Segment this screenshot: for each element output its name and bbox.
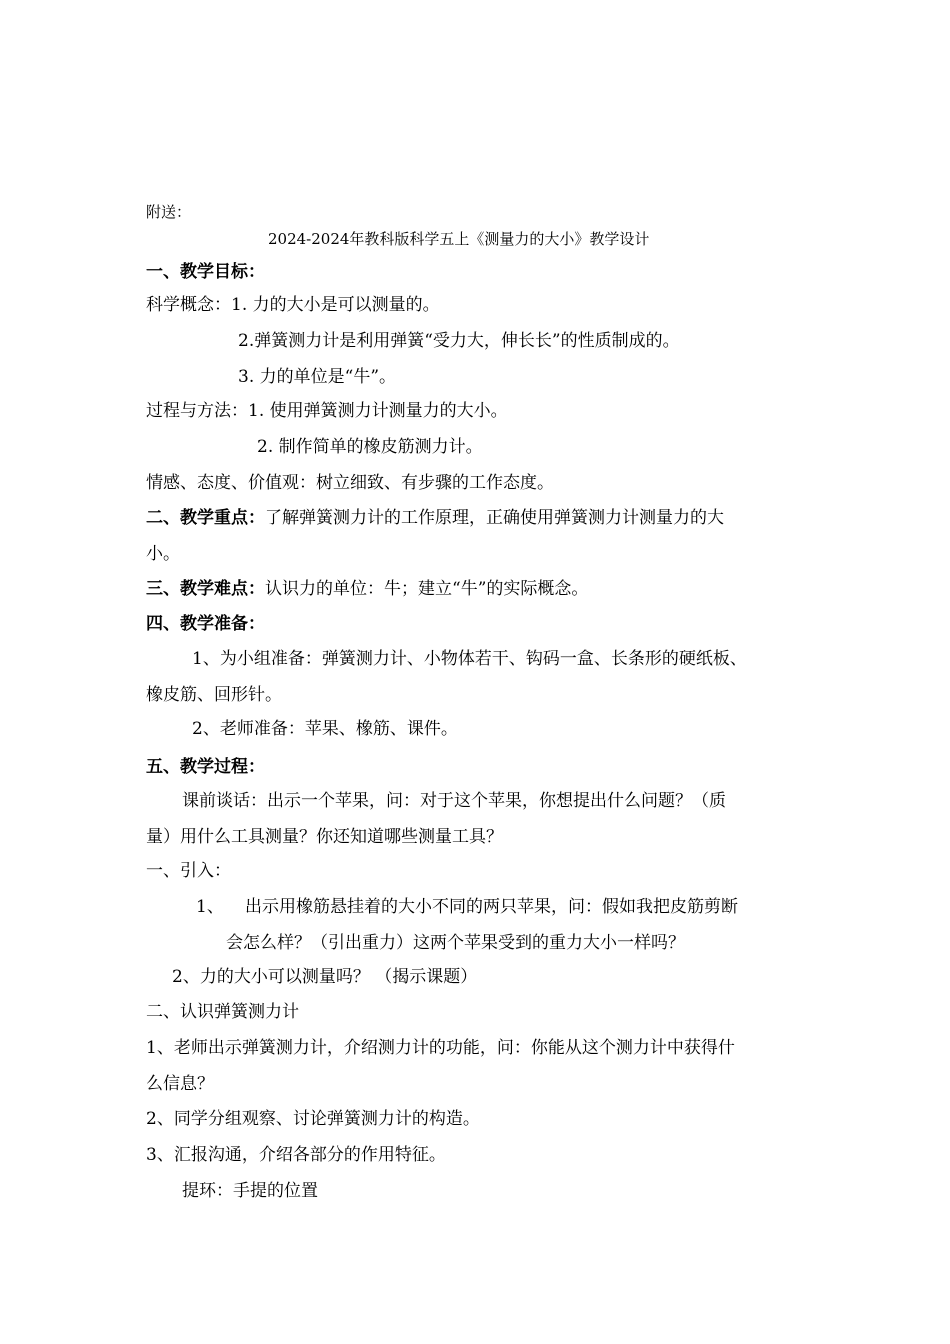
key-points-text: 了解弹簧测力计的工作原理，正确使用弹簧测力计测量力的大 (265, 508, 724, 528)
concept-item-2: 2.弹簧测力计是利用弹簧“受力大，伸长长”的性质制成的。 (238, 331, 680, 351)
section-heading-difficulty: 三、教学难点： (146, 579, 265, 599)
prefix-text: 附送： (146, 203, 192, 221)
prep-item-1: 1、为小组准备：弹簧测力计、小物体若干、钩码一盒、长条形的硬纸板、 (192, 649, 747, 669)
intro-item-1-number: 1、 (196, 897, 224, 917)
prep-item-1-cont: 橡皮筋、回形针。 (146, 685, 282, 705)
process-line-1 (146, 400, 508, 422)
prep-item-2: 2、老师准备：苹果、橡筋、课件。 (192, 719, 458, 739)
part2-item-1: 1、老师出示弹簧测力计，介绍测力计的功能，问：你能从这个测力计中获得什 (146, 1038, 735, 1058)
difficulty-text: 认识力的单位：牛；建立“牛”的实际概念。 (265, 579, 589, 599)
process-item-1: 1. 使用弹簧测力计测量力的大小。 (248, 401, 508, 421)
emotion-line: 情感、态度、价值观：树立细致、有步骤的工作态度。 (146, 473, 554, 493)
concept-item-1: 1. 力的大小是可以测量的。 (231, 295, 440, 315)
document-title: 2024-2024年教科版科学五上《测量力的大小》教学设计 (268, 230, 650, 248)
section-heading-preparation: 四、教学准备： (146, 614, 265, 634)
intro-item-1: 出示用橡筋悬挂着的大小不同的两只苹果，问：假如我把皮筋剪断 (245, 897, 738, 917)
difficulty-line (146, 578, 588, 600)
key-points-line (146, 507, 724, 529)
section-heading-objectives: 一、教学目标： (146, 262, 265, 282)
section-heading-key-points: 二、教学重点： (146, 508, 265, 528)
concept-line-1 (146, 294, 440, 316)
intro-item-2: 2、力的大小可以测量吗？ （揭示课题） (172, 967, 478, 987)
concept-label: 科学概念： (146, 295, 231, 315)
intro-item-1-cont: 会怎么样？（引出重力）这两个苹果受到的重力大小一样吗？ (226, 933, 685, 953)
concept-item-3: 3. 力的单位是“牛”。 (238, 367, 397, 387)
pre-class-talk: 课前谈话：出示一个苹果，问：对于这个苹果，你想提出什么问题？（质 (182, 791, 726, 811)
section-heading-process: 五、教学过程： (146, 757, 265, 777)
part2-item-3: 3、汇报沟通，介绍各部分的作用特征。 (146, 1145, 446, 1165)
process-item-2: 2. 制作简单的橡皮筋测力计。 (257, 437, 483, 457)
part2-item-2: 2、同学分组观察、讨论弹簧测力计的构造。 (146, 1109, 480, 1129)
part2-item-1-cont: 么信息？ (146, 1074, 214, 1094)
process-label: 过程与方法： (146, 401, 248, 421)
part2-heading: 二、认识弹簧测力计 (146, 1002, 299, 1022)
intro-heading: 一、引入： (146, 861, 231, 881)
part2-ring: 提环：手提的位置 (182, 1181, 318, 1201)
pre-class-talk-cont: 量）用什么工具测量？你还知道哪些测量工具？ (146, 827, 503, 847)
key-points-text-cont: 小。 (146, 544, 180, 564)
